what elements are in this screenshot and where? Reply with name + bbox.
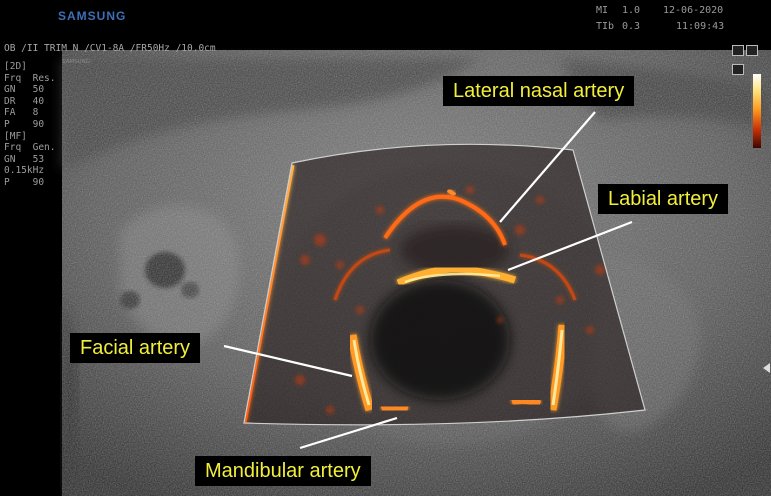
probe-settings: OB /II TRIM N /CV1-8A /FR50Hz /10.0cm (4, 43, 216, 54)
label-facial-artery: Facial artery (70, 333, 200, 363)
param-line: P 90 (4, 118, 45, 130)
param-line: Frq Gen. (4, 142, 56, 154)
scan-watermark: SAMSUNG (62, 59, 90, 65)
tib-label: TIb (596, 21, 615, 32)
param-line: [MF] (4, 130, 27, 142)
print-icon (732, 64, 744, 75)
param-line: GN 53 (4, 153, 45, 165)
param-line: FA 8 (4, 107, 39, 119)
status-icons (732, 40, 771, 78)
param-line: GN 50 (4, 84, 45, 96)
tib-value: 0.3 (622, 21, 641, 32)
depth-marker-icon (763, 363, 770, 373)
param-line: DR 40 (4, 95, 45, 107)
param-line: [2D] (4, 61, 27, 72)
doppler-color-scale (753, 74, 761, 148)
exam-time: 11:09:43 (676, 21, 725, 32)
param-line: P 90 (4, 176, 45, 188)
cine-icon (746, 45, 758, 56)
params-panel (4, 61, 55, 189)
label-lateral-nasal-artery: Lateral nasal artery (443, 76, 634, 106)
label-labial-artery: Labial artery (598, 184, 728, 214)
param-line: Frq Res. (4, 72, 56, 84)
brand-logo: SAMSUNG (58, 9, 127, 23)
mi-label: MI (596, 5, 609, 16)
label-mandibular-artery: Mandibular artery (195, 456, 371, 486)
exam-date: 12-06-2020 (663, 5, 724, 16)
hdd-icon (732, 45, 744, 56)
param-line: 0.15kHz (4, 165, 45, 177)
mi-value: 1.0 (622, 5, 641, 16)
